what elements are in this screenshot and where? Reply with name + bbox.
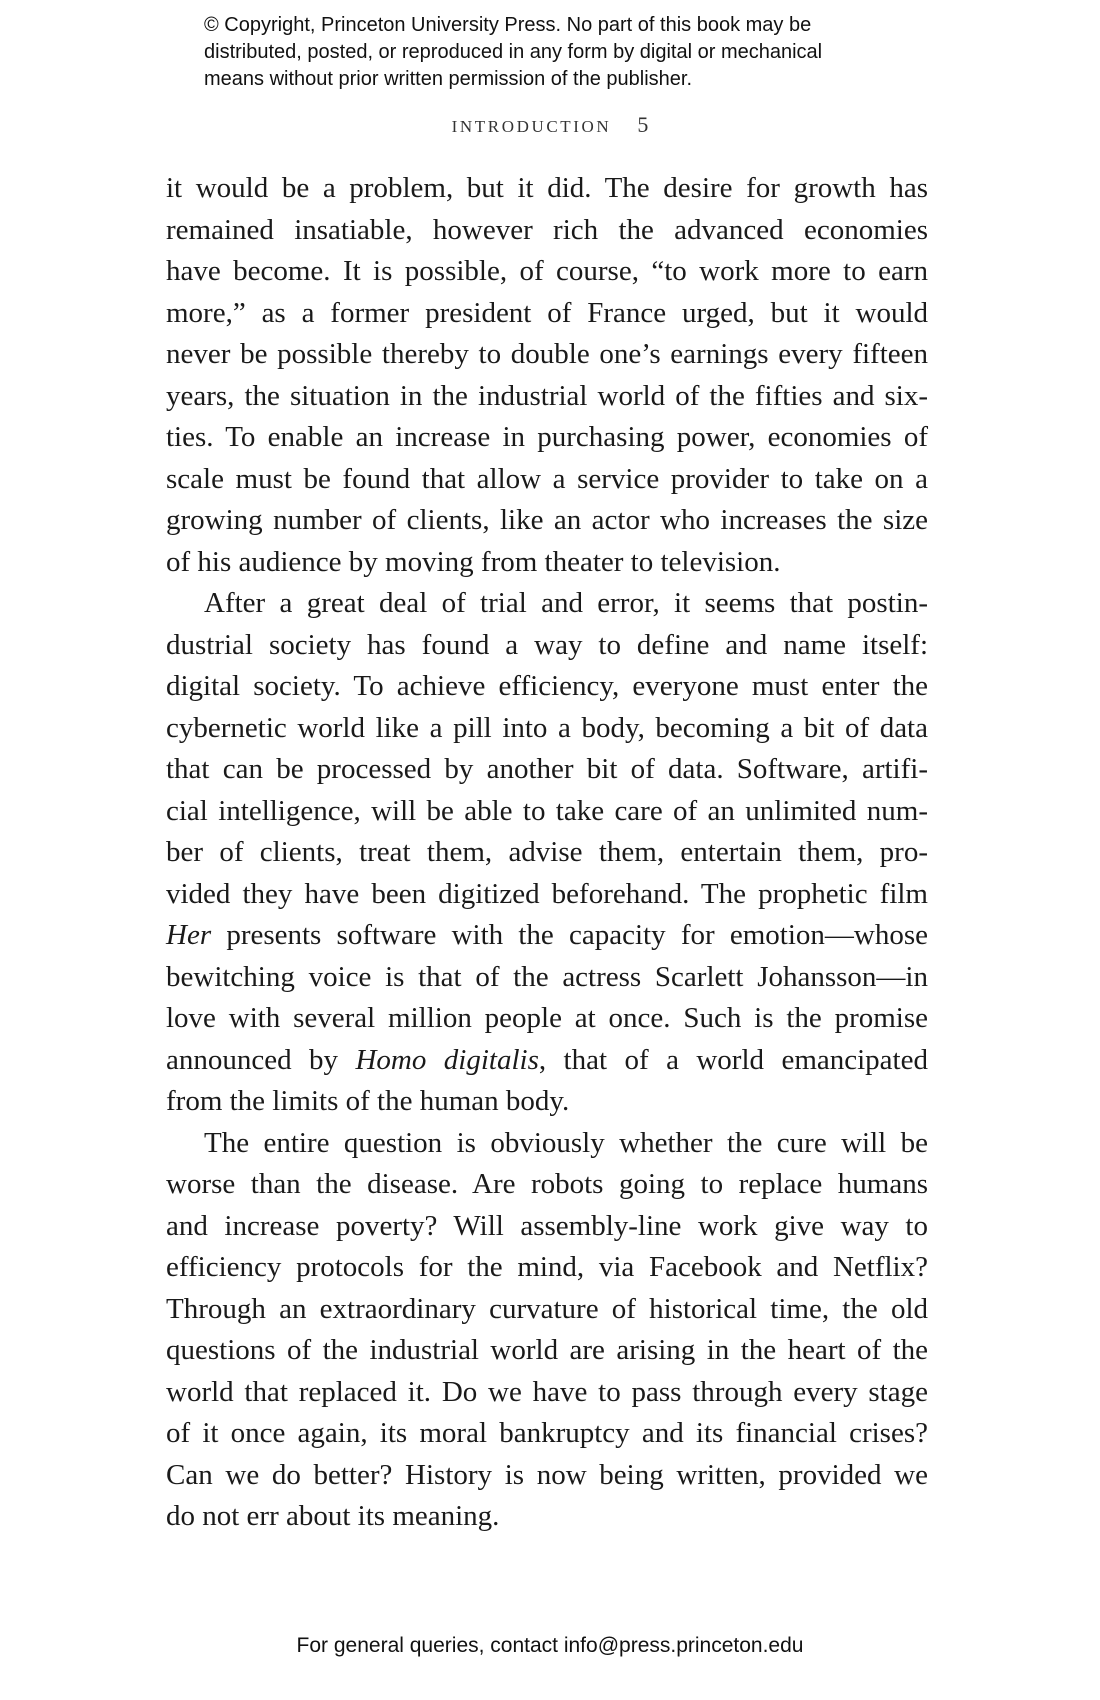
text-line: do not err about its meaning. (166, 1500, 500, 1532)
text-line: cybernetic world like a pill into a body, becoming a bit of data (166, 711, 928, 744)
text-line: questions of the industrial world are arising in the heart of the (166, 1334, 928, 1366)
text-line: have become. It is possible, of course, “to work more to earn (166, 255, 928, 287)
copyright-line: means without prior written permission of the publisher. (204, 68, 693, 90)
paragraph (166, 1123, 928, 1538)
body-text (166, 168, 928, 1538)
text-fragment: , that of a world emancipated (538, 1043, 928, 1076)
footer-contact: For general queries, contact info@press.princeton.edu (296, 1634, 804, 1657)
text-line: world that replaced it. Do we have to pass through every stage (166, 1375, 928, 1408)
text-line: dustrial society has found a way to define and name itself: (166, 628, 928, 661)
text-line: After a great deal of trial and error, it seems that postin- (204, 587, 928, 619)
text-line: ber of clients, treat them, advise them, entertain them, pro- (166, 836, 928, 868)
text-line: growing number of clients, like an actor who increases the size (166, 504, 928, 536)
text-line: of his audience by moving from theater to television. (166, 545, 781, 578)
film-title: Her (166, 919, 212, 951)
text-line: worse than the disease. Are robots going to replace humans (166, 1168, 928, 1200)
running-head-title: INTRODUCTION (451, 117, 612, 136)
copyright-line: distributed, posted, or reproduced in any form by digital or mechanical (204, 41, 823, 63)
text-line: vided they have been digitized beforehand. The prophetic film (166, 877, 928, 910)
text-line: efficiency protocols for the mind, via Facebook and Netflix? (166, 1251, 928, 1283)
text-line: never be possible thereby to double one’s earnings every fifteen (166, 338, 928, 370)
text-line: remained insatiable, however rich the advanced economies (166, 213, 928, 246)
text-line: it would be a problem, but it did. The desire for growth has (166, 172, 928, 204)
text-line: Through an extraordinary curvature of historical time, the old (166, 1292, 928, 1325)
text-line (166, 1040, 928, 1082)
text-line: more,” as a former president of France urged, but it would (166, 296, 928, 329)
text-line: of it once again, its moral bankruptcy and its financial crises? (166, 1417, 928, 1449)
page-number: 5 (637, 112, 649, 137)
copyright-line: © Copyright, Princeton University Press. No part of this book may be (204, 14, 812, 36)
text-line: ties. To enable an increase in purchasing power, economies of (166, 421, 928, 453)
text-fragment: announced by (166, 1043, 356, 1076)
paragraph (166, 583, 928, 1123)
running-head (0, 112, 1100, 138)
text-line (166, 915, 928, 957)
text-line: digital society. To achieve efficiency, everyone must enter the (166, 670, 928, 702)
text-line: love with several million people at once. Such is the promise (166, 1002, 928, 1034)
text-line: and increase poverty? Will assembly-line work give way to (166, 1209, 928, 1242)
copyright-notice (204, 12, 964, 93)
text-line: from the limits of the human body. (166, 1085, 570, 1117)
text-fragment: presents software with the capacity for emotion—whose (211, 919, 928, 951)
paragraph (166, 168, 928, 583)
text-line: that can be processed by another bit of data. Software, artifi- (166, 753, 928, 785)
text-line: The entire question is obviously whether the cure will be (204, 1126, 928, 1159)
text-line: years, the situation in the industrial world of the fifties and six- (166, 379, 928, 412)
text-line: bewitching voice is that of the actress Scarlett Johansson—in (166, 960, 928, 993)
text-line: scale must be found that allow a service provider to take on a (166, 462, 928, 495)
text-line: cial intelligence, will be able to take care of an unlimited num- (166, 794, 928, 827)
italic-term: Homo digitalis (355, 1043, 539, 1076)
text-line: Can we do better? History is now being written, provided we (166, 1458, 928, 1491)
